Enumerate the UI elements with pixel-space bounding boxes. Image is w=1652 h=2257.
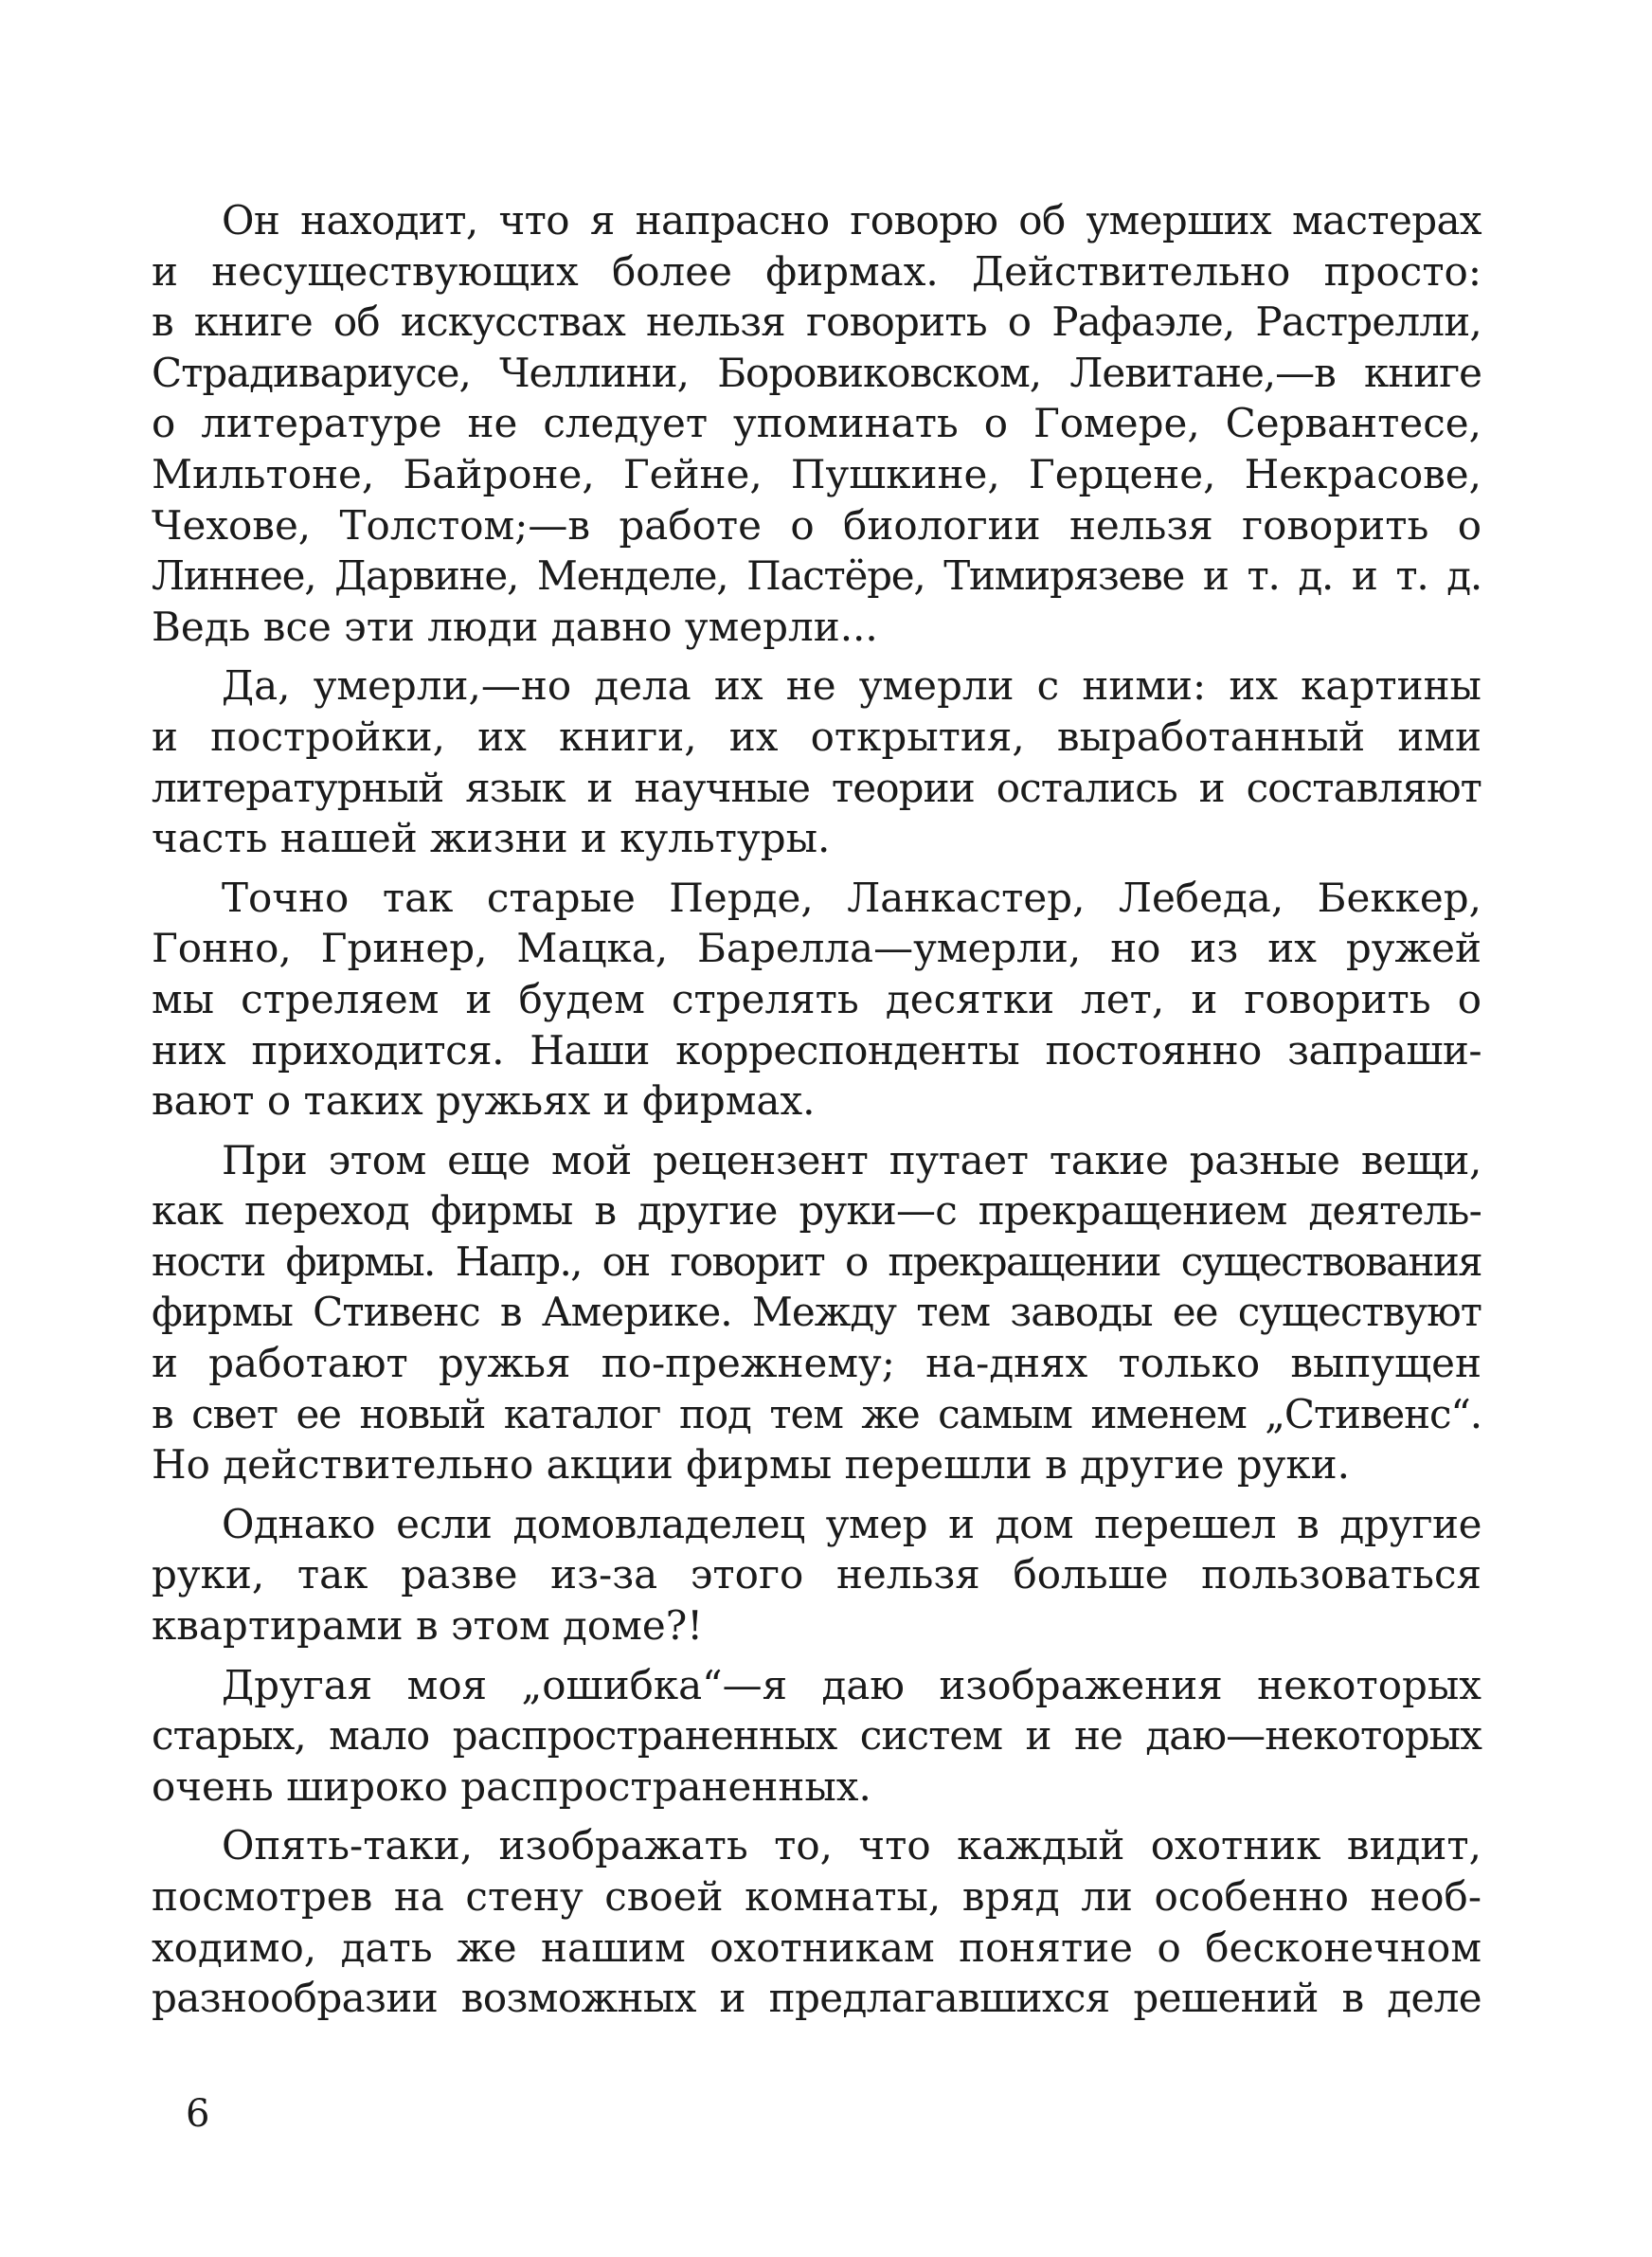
paragraph-1 [152,195,1481,652]
text-line: Страдивариусе, Челлини, Боровиковском, Левитане,—в книге [152,349,1481,396]
text-line: Но действительно акции фирмы перешли в другие руки. [152,1441,1350,1489]
text-line: и несуществующих более фирмах. Действительно просто: [152,247,1481,295]
text-line: вают о таких ружьях и фирмах. [152,1077,816,1125]
text-line: очень широко распространенных. [152,1762,871,1810]
text-line: Чехове, Толстом;—в работе о биологии нельзя говорить о [152,501,1481,549]
text-line: руки, так разве из-за этого нельзя больше пользоваться [152,1551,1481,1598]
text-line: посмотрев на стену своей комнаты, вряд ли особенно необ- [152,1873,1481,1920]
text-line: часть нашей жизни и культуры. [152,815,831,862]
text-line: разнообразии возможных и предлагавшихся решений в деле [152,1975,1481,2022]
paragraph-3 [152,873,1481,1127]
text-line: о литературе не следует упоминать о Гомере, Сервантесе, [152,400,1481,447]
text-line: Да, умерли,—но дела их не умерли с ними: их картины [222,662,1481,710]
text-line: При этом еще мой рецензент путает такие разные вещи, [222,1136,1481,1183]
paragraph-5 [152,1499,1481,1652]
text-line: Он находит, что я напрасно говорю об умерших мастерах [222,197,1481,244]
paragraph-4 [152,1135,1481,1490]
text-line: в свет ее новый каталог под тем же самым именем „Стивенс“. [152,1390,1481,1437]
text-line: Мильтоне, Байроне, Гейне, Пушкине, Герцене, Некрасове, [152,450,1481,497]
text-line: литературный язык и научные теории остались и составляют [152,764,1481,811]
text-line: Линнее, Дарвине, Менделе, Пастёре, Тимирязеве и т. д. и т. д. [152,552,1481,600]
text-line: них приходится. Наши корреспонденты постоянно запраши- [152,1026,1481,1074]
text-line: мы стреляем и будем стрелять десятки лет, и говорить о [152,975,1481,1022]
text-line: в книге об искусствах нельзя говорить о Рафаэле, Растрелли, [152,298,1481,346]
paragraph-6 [152,1660,1481,1813]
text-line: Однако если домовладелец умер и дом перешел в другие [222,1500,1481,1547]
paragraph-2 [152,660,1481,863]
text-line: Опять-таки, изображать то, что каждый охотник видит, [222,1822,1481,1869]
text-line: и постройки, их книги, их открытия, выработанный ими [152,713,1481,760]
paragraph-7 [152,1820,1481,2023]
text-line: Другая моя „ошибка“—я даю изображения некоторых [222,1661,1481,1708]
text-line: Гонно, Гринер, Мацка, Барелла—умерли, но из их ружей [152,925,1481,972]
text-line: Точно так старые Перде, Ланкастер, Лебеда, Беккер, [222,874,1481,921]
text-line: Ведь все эти люди давно умерли... [152,603,878,650]
text-line: квартирами в этом доме?! [152,1602,704,1650]
text-line: и работают ружья по-прежнему; на-днях только выпущен [152,1340,1481,1387]
body-text [152,195,1481,2032]
text-line: как переход фирмы в другие руки—с прекращением деятель- [152,1187,1481,1235]
text-line: фирмы Стивенс в Америке. Между тем заводы ее существуют [152,1289,1481,1336]
page-number: 6 [186,2092,210,2136]
text-line: старых, мало распространенных систем и не даю—некоторых [152,1712,1481,1760]
text-line: ходимо, дать же нашим охотникам понятие о бесконечном [152,1923,1481,1971]
text-line: ности фирмы. Напр., он говорит о прекращении существования [152,1237,1481,1285]
